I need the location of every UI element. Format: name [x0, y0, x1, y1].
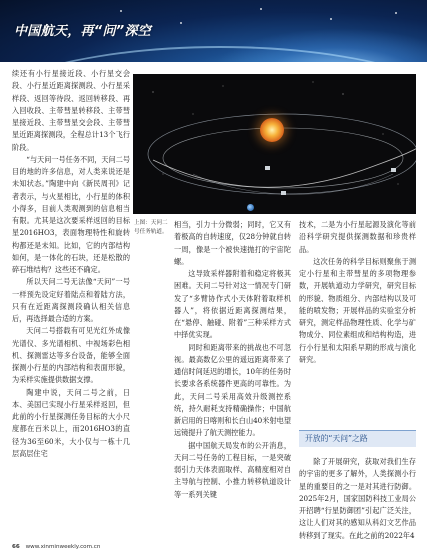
- website-url: www.xinminweekly.com.cn: [25, 544, 101, 550]
- sun-icon: [260, 118, 284, 142]
- text-column-3-continued: [299, 456, 416, 542]
- orbit-illustration: [133, 74, 416, 214]
- page-number: 66: [12, 544, 20, 550]
- heading-rule: [299, 430, 416, 431]
- paragraph: “与天问一号任务不同，天问二号目的地的许多信息，对人类来说还是未知状态。”陶建中向《新民周刊》记者表示，与火星相比，小行星的体积小得多，目前人类观测到的信息相当有限。尤其是这次要采样返回的目标星2016HO3，表面物理特性和旋转构都还是未知。比如，它的内部结构如何，是一体化的石块，还是松散的碎石堆结构？这些还不确定。: [12, 154, 130, 274]
- image-caption: 上图：天问二号任务轨道。: [134, 220, 168, 235]
- section-heading: [299, 430, 416, 447]
- star: [180, 22, 182, 24]
- text-column-2: [174, 219, 291, 501]
- paragraph: 天问二号搭载有可见光红外成像光谱仪、多光谱相机、中视场彩色相机、探测雷达等多台设备，能够全面探测小行星的内部结构和表面形貌，为采样实施提供数据支撑。: [12, 326, 130, 385]
- star: [260, 8, 262, 10]
- paragraph: 相当，引力十分微弱；同时，它又有着极高的自转速度，仅28分钟就自转一周，像是一个被快速抛打的宇宙陀螺。: [174, 220, 291, 266]
- text-column-3: [299, 219, 416, 366]
- star: [395, 12, 397, 14]
- star: [330, 18, 332, 20]
- star: [120, 10, 122, 12]
- paragraph: 同时和距离带来的挑战也不可忽视。最高数亿公里的遥远距离带来了通信时间延迟的增长，10年的任务时长要求各系统器件更高的可靠性。为此，天问二号采用高效升级测控系统，持久耐耗支持精确操作；中国航新启用的日喀则和长白山40米射电望远镜提升了航天测控能力。: [174, 342, 291, 438]
- comet-icon: [265, 166, 270, 170]
- text-column-1: [12, 68, 130, 460]
- section-title: 中国航天，再“问”深空: [14, 24, 152, 39]
- paragraph: 技术，二是为小行星起源及演化等前沿科学研究提供探测数据和珍贵样品。: [299, 220, 416, 254]
- paragraph: 陶建中说，天问二号之前，日本、美国已实现小行星采样返回，但此前的小行星探测任务目标的大小尺度都在百米以上，而2016HO3的直径为36至60米，大小仅与一栋十几层高层住宅: [12, 387, 130, 458]
- asteroid-icon: [391, 168, 396, 172]
- paragraph: 这次任务的科学目标则聚焦于测定小行星和主带彗星的多项物理参数，开展轨道动力学研究，研究目标的形貌、物质组分、内部结构以及可能的喷发物；开展样品的实验室分析研究，测定样品物理性质、化学与矿物成分、同位素组成和结构构造，进行小行星和太阳系早期的形成与演化研究。: [299, 256, 416, 364]
- paragraph: 这导致采样器附着和稳定将极其困难。天问二号针对这一情况专门研发了“多臂协作式小天体附着取样机器人”，将依据近距离探测结果，在“悬停、触碰、附着”三种采样方式中择优实现。: [174, 269, 291, 340]
- header-banner: [0, 0, 427, 62]
- paragraph: 续还有小行星接近段、小行星交会段、小行星近距离探测段、小行星采样段、返回等待段、返回转移段、再入回收段、主带彗星转移段、主带彗星接近段、主带彗星交会段、主带彗星近距离探测段，全程总计13个飞行阶段。: [12, 69, 130, 152]
- paragraph: 所以天问二号无法像“天问”一号一样预先设定好着陆点和着陆方法，只有在近距离探测段确认相关信息后，再选择最合适的方案。: [12, 277, 130, 323]
- paragraph: 据中国航天局发布的公开消息，天问二号任务的工程目标，一是突破弱引力天体表面取样、高精度相对自主导航与控制、小推力转移轨道设计等一系列关键: [174, 440, 291, 499]
- page-footer: [12, 544, 100, 550]
- paragraph: 除了开展研究，获取对我们生存的宇宙的更多了解外，人类探测小行星的重要目的之一是对其进行防御。2025年2月，国家国防科技工业局公开招聘“行星防御团”引起广泛关注，这让人们对其的感知从科幻文艺作品转移到了现实。在此之前的2022年4: [299, 457, 416, 540]
- section-heading-text: 开放的“天问”之路: [305, 434, 368, 443]
- earth-icon: [247, 204, 254, 211]
- mission-orbit-image: [133, 74, 416, 214]
- probe-icon: [281, 191, 286, 195]
